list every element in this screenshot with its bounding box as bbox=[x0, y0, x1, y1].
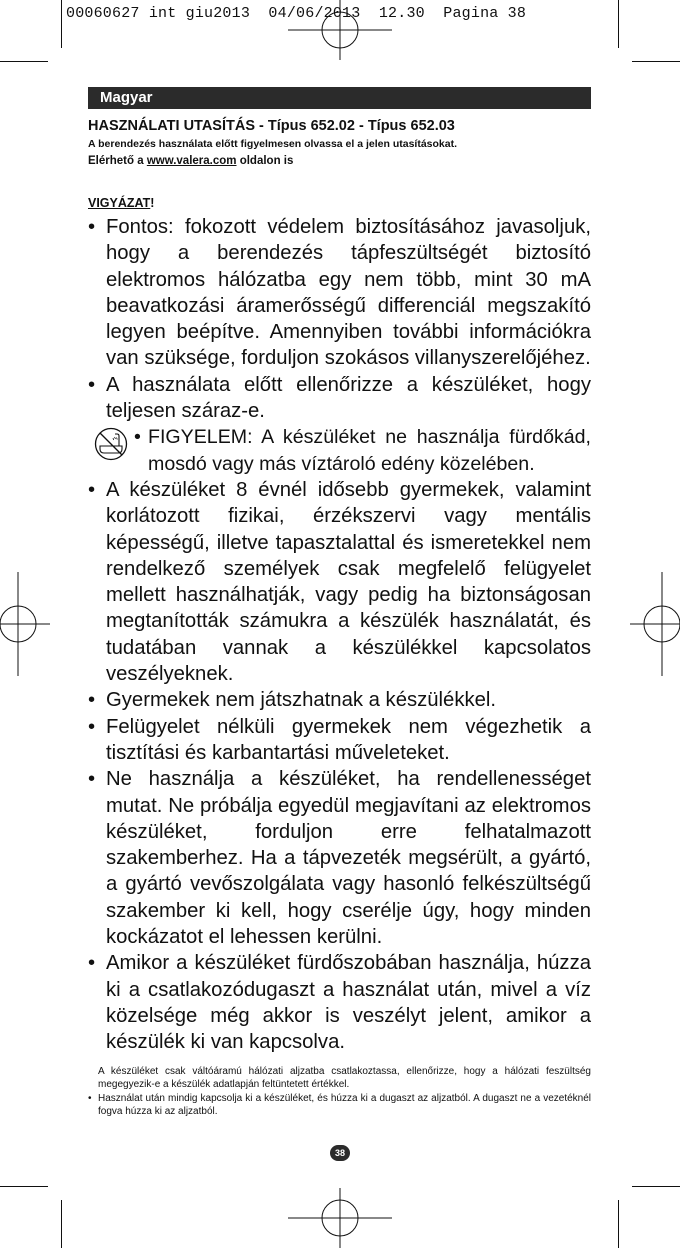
manual-content bbox=[88, 116, 591, 1119]
bullet: • bbox=[88, 1092, 92, 1104]
list-item bbox=[88, 372, 591, 425]
list-item-caution bbox=[88, 424, 591, 477]
bullet: • bbox=[88, 689, 96, 712]
list-item-text: Amikor a készüléket fürdőszobában használja, húzza ki a csatlakozódugaszt a használat után, mivel a víz közelsége még akkor is veszélyt jelent, amikor a készülék ki van kapcsolva. bbox=[106, 952, 591, 1054]
registration-mark-icon bbox=[288, 0, 392, 60]
list-item-text: Gyermekek nem játszhatnak a készülékkel. bbox=[106, 689, 497, 712]
availability-note bbox=[88, 152, 591, 170]
registration-mark-icon bbox=[288, 1188, 392, 1248]
bullet: • bbox=[88, 768, 96, 791]
page-title: HASZNÁLATI UTASÍTÁS - Típus 652.02 - Típus 652.03 bbox=[88, 118, 455, 134]
page-number-badge: 38 bbox=[330, 1145, 350, 1161]
list-item-text: A készüléket 8 évnél idősebb gyermekek, valamint korlátozott fizikai, érzékszervi vagy mentális képességű, illetve tapasztalattal és ismeretekkel nem rendelkező személyek csak megfelelő felügyelet mellett használhatják, vagy pedig ha biztonságosan megtanították számukra a készülék használatát, és tudatában vannak a készülékkel kapcsolatos veszélyeknek. bbox=[106, 478, 591, 686]
safety-list bbox=[88, 214, 591, 1056]
list-item bbox=[88, 766, 591, 950]
bullet: • bbox=[88, 715, 96, 738]
bullet: • bbox=[88, 478, 96, 501]
list-item-text: Felügyelet nélküli gyermekek nem végezhetik a tisztítási és karbantartási műveleteket. bbox=[106, 715, 591, 764]
footnote bbox=[88, 1092, 591, 1119]
list-item bbox=[88, 477, 591, 687]
bullet: • bbox=[134, 426, 141, 449]
list-item bbox=[88, 714, 591, 767]
bullet: • bbox=[88, 952, 96, 975]
list-item-text: Fontos: fokozott védelem biztosításához javasoljuk, hogy a berendezés tápfeszültségét biztosító elektromos hálózatba egy nem több, mint 30 mA beavatkozási áramerősségű differenciál megszakító legyen beépítve. Amennyiben további információkra van szüksége, forduljon szokásos villanyszerelőjéhez. bbox=[106, 216, 591, 370]
website-link[interactable]: www.valera.com bbox=[146, 155, 237, 167]
registration-mark-icon bbox=[0, 572, 50, 676]
print-slug-header: 00060627 int giu2013 04/06/2013 12.30 Pagina 38 bbox=[66, 5, 527, 22]
warning-heading bbox=[88, 194, 591, 212]
crop-mark bbox=[632, 1186, 680, 1187]
crop-mark bbox=[632, 61, 680, 62]
crop-mark bbox=[0, 61, 48, 62]
availability-suffix: oldalon is bbox=[236, 155, 294, 167]
language-tab: Magyar bbox=[88, 87, 591, 109]
crop-mark bbox=[61, 0, 62, 48]
footnote-text: A készüléket csak váltóáramú hálózati aljzatba csatlakoztassa, ellenőrizze, hogy a hálózati feszültség megegyezik-e a készülék adatlapján feltüntetett értékkel. bbox=[98, 1065, 591, 1090]
footnote-text: Használat után mindig kapcsolja ki a készüléket, és húzza ki a dugaszt az aljzatból. A dugaszt ne a vezetéknél fogva húzza ki az aljzatból. bbox=[98, 1092, 591, 1117]
warning-mark: ! bbox=[150, 196, 155, 210]
crop-mark bbox=[618, 0, 619, 48]
list-item-text: FIGYELEM: A készüléket ne használja fürdőkád, mosdó vagy más víztároló edény közelében. bbox=[148, 426, 591, 475]
crop-mark bbox=[0, 1186, 48, 1187]
list-item bbox=[88, 214, 591, 372]
crop-mark bbox=[61, 1200, 62, 1248]
footnotes bbox=[88, 1065, 591, 1119]
bullet: • bbox=[88, 373, 96, 396]
bullet: • bbox=[88, 216, 96, 238]
list-item-text: A használata előtt ellenőrizze a készüléket, hogy teljesen száraz-e. bbox=[106, 373, 591, 423]
no-bathtub-icon bbox=[94, 427, 128, 461]
list-item bbox=[88, 687, 591, 713]
warning-word: VIGYÁZAT bbox=[88, 196, 151, 210]
page-subtitle: A berendezés használata előtt figyelmesen olvassa el a jelen utasításokat. bbox=[88, 138, 458, 150]
footnote bbox=[88, 1065, 591, 1092]
list-item bbox=[88, 950, 591, 1055]
list-item-text: Ne használja a készüléket, ha rendellenességet mutat. Ne próbálja egyedül megjavítani az elektromos készüléket, forduljon erre felhatalmazott szakemberhez. Ha a tápvezeték megsérült, a gyártó, a gyártó vevőszolgálata vagy hasonló felkészültségű szakember ki kell, hogy cserélje úgy, hogy minden kockázatot el lehessen kerülni. bbox=[106, 768, 591, 949]
registration-mark-icon bbox=[630, 572, 680, 676]
crop-mark bbox=[618, 1200, 619, 1248]
availability-prefix: Elérhető a bbox=[88, 155, 147, 167]
